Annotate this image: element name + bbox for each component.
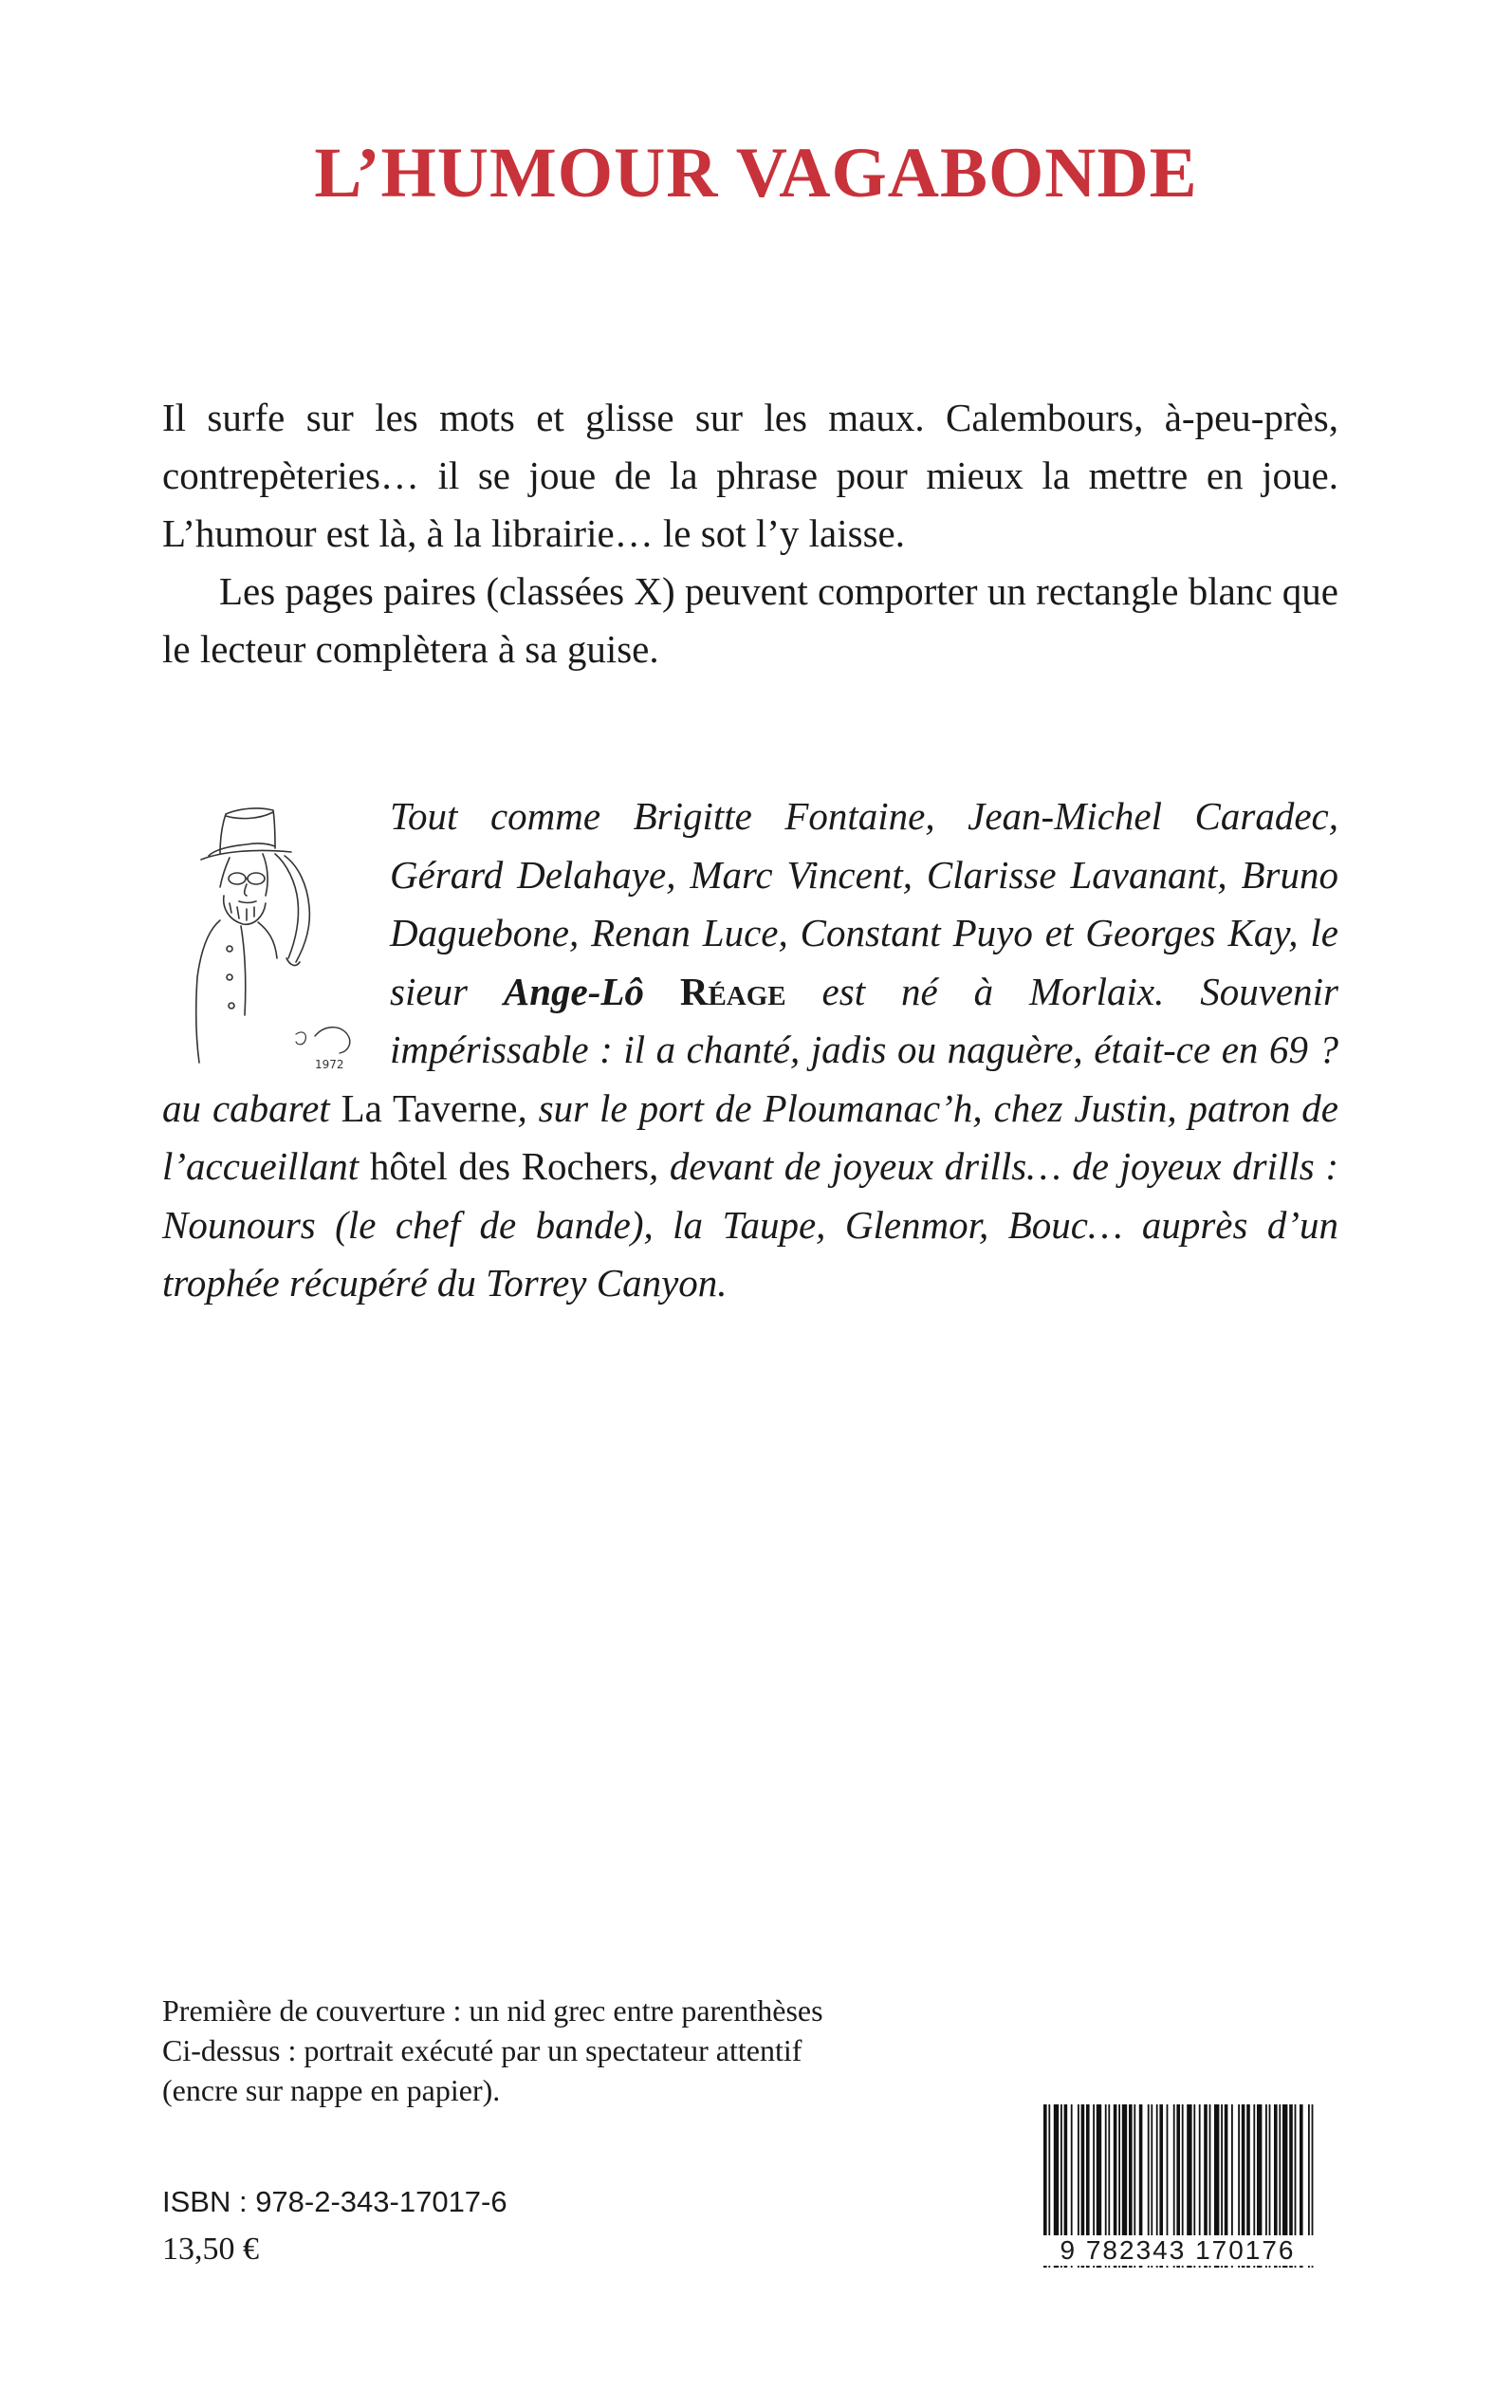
credit-line-1: Première de couverture : un nid grec entre parenthèses: [162, 1993, 823, 2028]
bio-text-4: , devant de joyeux drills… de joyeux drills : Nounours (le chef de bande), la Taupe, Glenmor, Bouc… auprès d’un trophée récupéré du Torrey Canyon.: [162, 1144, 1339, 1305]
sketch-signature-year: 1972: [315, 1058, 344, 1071]
credit-line-2: Ci-dessus : portrait exécuté par un spectateur attentif: [162, 2033, 802, 2067]
cover-credits: [162, 1991, 823, 2110]
back-cover-blurb: [162, 389, 1338, 678]
author-name: [504, 970, 786, 1013]
price: 13,50 €: [162, 2232, 259, 2267]
bio-text-3: , sur le port de Ploumanac’h, chez Justin, patron de l’accueillant: [162, 1085, 1338, 1188]
author-first-name: Ange-Lô: [503, 969, 680, 1013]
credit-line-3: (encre sur nappe en papier).: [162, 2073, 501, 2107]
bio-venue: La Taverne: [341, 1085, 518, 1130]
author-last-name: Réage: [679, 969, 786, 1013]
isbn: ISBN : 978-2-343-17017-6: [162, 2185, 507, 2218]
bio-text-2: est né à Morlaix. Souvenir impérissable : il a chanté, jadis ou naguère, était-ce en 69 ? au cabaret: [162, 969, 1338, 1130]
bio-text-1: Tout comme Brigitte Fontaine, Jean-Michel Caradec, Gérard Delahaye, Marc Vincent, Clarisse Lavanant, Bruno Daguebone, Renan Luce, Constant Puyo et Georges Kay, le sieur: [390, 794, 1338, 1013]
blurb-paragraph-2: Les pages paires (classées X) peuvent comporter un rectangle blanc que le lecteur complètera à sa guise.: [162, 569, 1338, 671]
barcode-digits: 9 782343 170176: [1038, 2235, 1318, 2266]
blurb-paragraph-1: Il surfe sur les mots et glisse sur les maux. Calembours, à-peu-près, contrepèteries… il se joue de la phrase pour mieux la mettre en joue. L’humour est là, à la librairie… le sot l’y laisse.: [162, 396, 1338, 555]
portrait-sketch-icon: [163, 797, 370, 1086]
bio-hotel: hôtel des Rochers: [369, 1144, 650, 1188]
book-title: L’HUMOUR VAGABONDE: [314, 134, 1198, 213]
